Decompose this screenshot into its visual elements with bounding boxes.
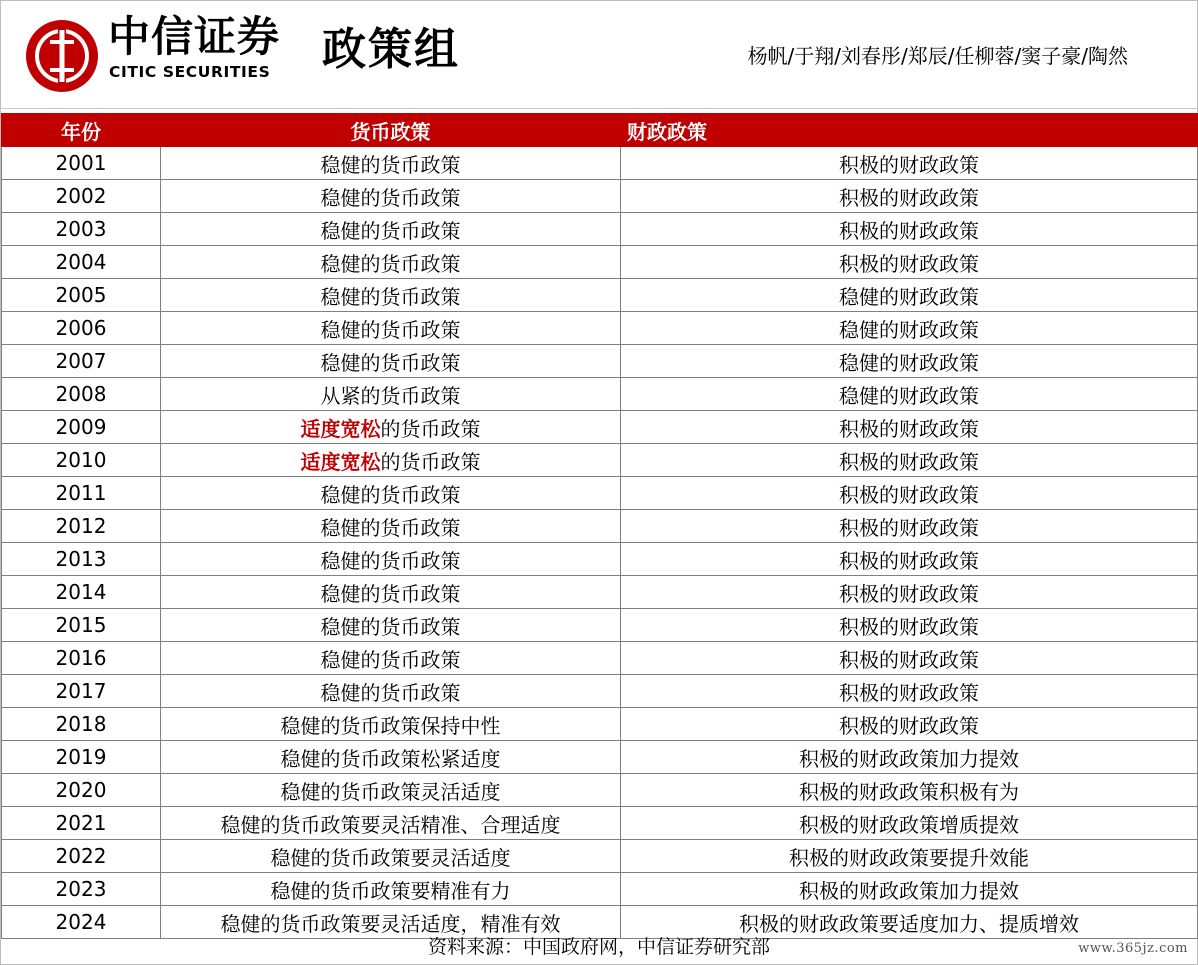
monetary-policy-cell [161,279,621,312]
monetary-policy-cell [161,477,621,510]
year-cell: 2006 [2,312,161,345]
monetary-text: 稳健的货币政策 [320,680,461,705]
year-cell: 2001 [2,147,161,180]
year-cell: 2003 [2,213,161,246]
monetary-policy-cell [161,213,621,246]
column-header-fiscal: 财政政策 [621,114,1198,147]
year-cell: 2019 [2,741,161,774]
fiscal-policy-cell: 积极的财政政策要适度加力、提质增效 [621,906,1198,939]
monetary-policy-cell [161,774,621,807]
monetary-policy-cell [161,345,621,378]
fiscal-policy-cell: 积极的财政政策 [621,642,1198,675]
monetary-policy-cell [161,609,621,642]
table-row [2,642,1198,675]
year-cell: 2012 [2,510,161,543]
monetary-policy-cell [161,642,621,675]
citic-logo-icon [26,20,98,92]
monetary-text: 稳健的货币政策 [320,251,461,276]
monetary-text: 稳健的货币政策要精准有力 [270,878,511,903]
table-row [2,477,1198,510]
fiscal-policy-cell: 积极的财政政策 [621,708,1198,741]
monetary-text: 稳健的货币政策灵活适度 [280,779,501,804]
year-cell: 2017 [2,675,161,708]
monetary-text: 稳健的货币政策保持中性 [280,713,501,738]
year-cell: 2007 [2,345,161,378]
monetary-policy-cell [161,444,621,477]
author-list: 杨帆/于翔/刘春彤/郑辰/任柳蓉/窦子豪/陶然 [747,44,1128,68]
year-cell: 2020 [2,774,161,807]
table-row [2,741,1198,774]
table-row [2,411,1198,444]
monetary-text: 稳健的货币政策 [320,548,461,573]
table-row [2,213,1198,246]
monetary-policy-cell [161,840,621,873]
table-row [2,312,1198,345]
monetary-policy-cell [161,147,621,180]
year-cell: 2004 [2,246,161,279]
fiscal-policy-cell: 稳健的财政政策 [621,345,1198,378]
monetary-policy-cell [161,741,621,774]
table-header-row [2,114,1198,147]
year-cell: 2024 [2,906,161,939]
year-cell: 2018 [2,708,161,741]
monetary-policy-cell [161,675,621,708]
year-cell: 2010 [2,444,161,477]
monetary-policy-cell [161,180,621,213]
monetary-text: 稳健的货币政策 [320,482,461,507]
table-row [2,180,1198,213]
table-row [2,774,1198,807]
year-cell: 2014 [2,576,161,609]
fiscal-policy-cell: 积极的财政政策 [621,147,1198,180]
monetary-text: 稳健的货币政策 [320,152,461,177]
year-cell: 2015 [2,609,161,642]
year-cell: 2009 [2,411,161,444]
table-row [2,246,1198,279]
fiscal-policy-cell: 积极的财政政策增质提效 [621,807,1198,840]
table-row [2,576,1198,609]
monetary-text: 稳健的货币政策要灵活适度，精准有效 [220,911,561,936]
watermark: www.365jz.com [1078,941,1188,956]
fiscal-policy-cell: 积极的财政政策 [621,477,1198,510]
year-cell: 2013 [2,543,161,576]
monetary-text: 的货币政策 [380,449,481,474]
policy-table [1,113,1198,939]
fiscal-policy-cell: 稳健的财政政策 [621,378,1198,411]
year-cell: 2002 [2,180,161,213]
monetary-policy-cell [161,543,621,576]
table-row [2,675,1198,708]
year-cell: 2021 [2,807,161,840]
table-row [2,147,1198,180]
table-row [2,444,1198,477]
table-row [2,609,1198,642]
year-cell: 2023 [2,873,161,906]
monetary-policy-cell [161,411,621,444]
year-cell: 2016 [2,642,161,675]
fiscal-policy-cell: 积极的财政政策 [621,246,1198,279]
fiscal-policy-cell: 积极的财政政策加力提效 [621,741,1198,774]
monetary-policy-cell [161,246,621,279]
table-row [2,378,1198,411]
table-row [2,840,1198,873]
table-row [2,873,1198,906]
monetary-text: 稳健的货币政策要灵活精准、合理适度 [220,812,561,837]
monetary-policy-cell [161,807,621,840]
fiscal-policy-cell: 稳健的财政政策 [621,312,1198,345]
monetary-policy-cell [161,873,621,906]
monetary-policy-cell [161,312,621,345]
year-cell: 2022 [2,840,161,873]
monetary-text: 稳健的货币政策 [320,284,461,309]
fiscal-policy-cell: 稳健的财政政策 [621,279,1198,312]
monetary-text: 稳健的货币政策松紧适度 [280,746,501,771]
table-row [2,807,1198,840]
fiscal-policy-cell: 积极的财政政策 [621,609,1198,642]
header-divider [0,108,1198,109]
monetary-policy-cell [161,708,621,741]
monetary-text: 稳健的货币政策 [320,350,461,375]
monetary-text: 从紧的货币政策 [320,383,461,408]
monetary-text: 稳健的货币政策 [320,185,461,210]
source-note: 资料来源：中国政府网，中信证券研究部 [427,936,770,958]
table-body [2,147,1198,939]
fiscal-policy-cell: 积极的财政政策要提升效能 [621,840,1198,873]
fiscal-policy-cell: 积极的财政政策 [621,576,1198,609]
fiscal-policy-cell: 积极的财政政策 [621,411,1198,444]
group-title: 政策组 [322,24,460,75]
monetary-text: 稳健的货币政策 [320,581,461,606]
monetary-text: 稳健的货币政策 [320,317,461,342]
table-row [2,345,1198,378]
monetary-text: 稳健的货币政策 [320,218,461,243]
table-row [2,279,1198,312]
monetary-highlight: 适度宽松 [300,449,381,474]
monetary-highlight: 适度宽松 [300,416,381,441]
table-row [2,510,1198,543]
monetary-text: 稳健的货币政策 [320,614,461,639]
fiscal-policy-cell: 积极的财政政策 [621,180,1198,213]
monetary-text: 稳健的货币政策 [320,647,461,672]
monetary-text: 稳健的货币政策要灵活适度 [270,845,511,870]
year-cell: 2005 [2,279,161,312]
fiscal-policy-cell: 积极的财政政策 [621,510,1198,543]
year-cell: 2011 [2,477,161,510]
table-row [2,543,1198,576]
monetary-policy-cell [161,576,621,609]
table-row [2,708,1198,741]
brand-name-cn: 中信证券 [108,12,281,61]
report-header [0,0,1198,108]
fiscal-policy-cell: 积极的财政政策 [621,543,1198,576]
monetary-policy-cell [161,510,621,543]
brand-name-en: CITIC SECURITIES [109,63,271,81]
fiscal-policy-cell: 积极的财政政策积极有为 [621,774,1198,807]
column-header-year: 年份 [2,114,161,147]
fiscal-policy-cell: 积极的财政政策 [621,675,1198,708]
monetary-text: 稳健的货币政策 [320,515,461,540]
fiscal-policy-cell: 积极的财政政策 [621,213,1198,246]
fiscal-policy-cell: 积极的财政政策 [621,444,1198,477]
monetary-text: 的货币政策 [380,416,481,441]
fiscal-policy-cell: 积极的财政政策加力提效 [621,873,1198,906]
monetary-policy-cell [161,378,621,411]
year-cell: 2008 [2,378,161,411]
column-header-monetary: 货币政策 [161,114,621,147]
